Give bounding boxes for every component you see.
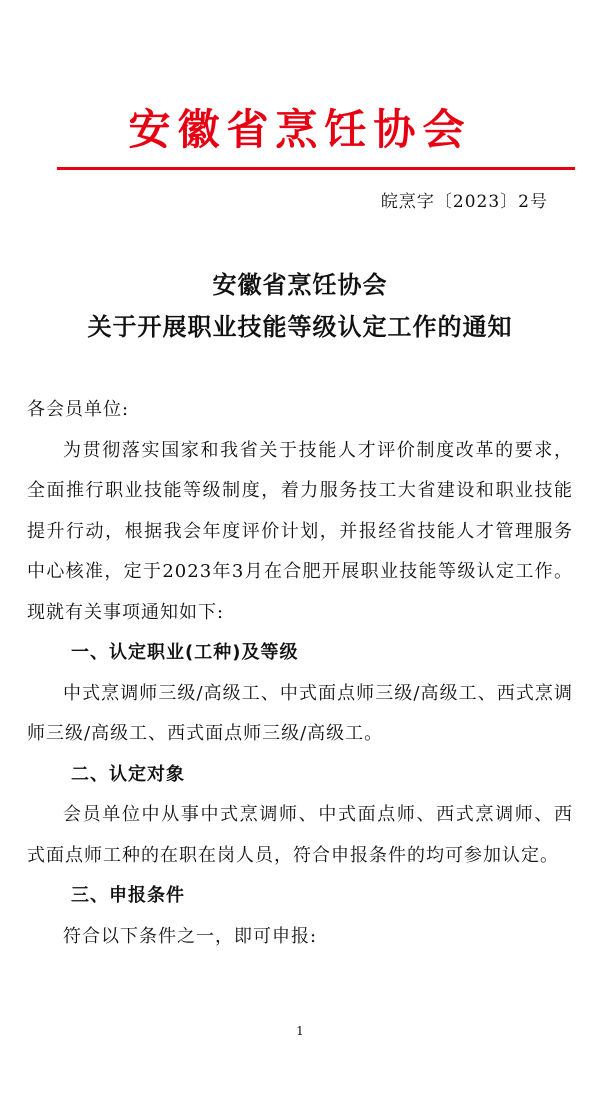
notice-body (27, 390, 573, 957)
section-heading: 三、申报条件 (71, 885, 185, 906)
notice-title-line-2: 关于开展职业技能等级认定工作的通知 (87, 313, 513, 341)
section-paragraph: 符合以下条件之一，即可申报: (63, 925, 318, 947)
page-number: 1 (296, 1024, 304, 1038)
section-paragraph: 会员单位中从事中式烹调师、中式面点师、西式烹调师、西式面点师工种的在职在岗人员，符合申报条件的均可参加认定。 (27, 804, 573, 866)
section-heading: 一、认定职业(工种)及等级 (71, 642, 299, 663)
notice-title-line-1: 安徽省烹饪协会 (212, 271, 388, 299)
section-paragraph: 中式烹调师三级/高级工、中式面点师三级/高级工、西式烹调师三级/高级工、西式面点师三级/高级工。 (27, 682, 573, 744)
issuing-organization-header: 安徽省烹饪协会 (128, 105, 472, 154)
salutation: 各会员单位: (27, 399, 130, 420)
intro-paragraph: 为贯彻落实国家和我省关于技能人才评价制度改革的要求，全面推行职业技能等级制度，着力服务技工大省建设和职业技能提升行动，根据我会年度评价计划，并报经省技能人才管理服务中心核准，定于2023年3月在合肥开展职业技能等级认定工作。现就有关事项通知如下: (27, 439, 573, 623)
section-heading: 二、认定对象 (71, 763, 185, 785)
red-divider-line (57, 167, 575, 170)
document-number: 皖烹字〔2023〕2号 (380, 192, 548, 212)
